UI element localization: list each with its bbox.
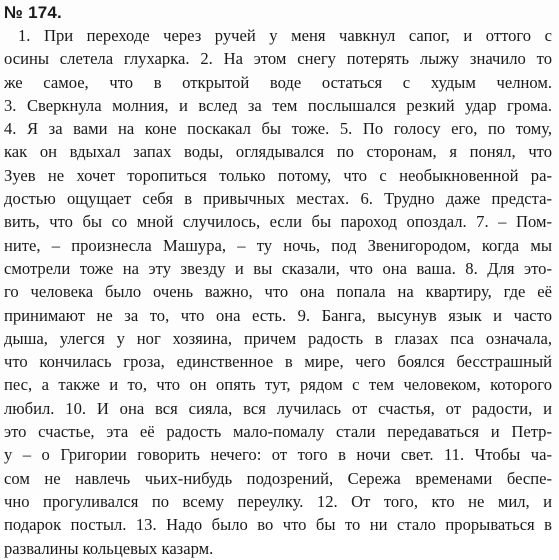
text-line: 1. При переходе через ручей у меня чавкнул сапог, и оттого с — [18, 26, 552, 45]
exercise-text — [4, 24, 552, 560]
text-line: принимают не за то, что она есть. 9. Банга, высунув язык и часто — [4, 305, 552, 325]
text-line: ните, – произнесла Машура, – ту ночь, под Звенигородом, когда мы — [4, 235, 552, 255]
text-line: сом не навлечь чьих-нибудь подозрений, Сережа временами беспе- — [4, 468, 552, 488]
text-line: 4. Я за вами на коне поскакал бы тоже. 5. По голосу его, по тому, — [4, 119, 552, 139]
text-line: дыша, улегся у ног хозяина, причем радость в глазах пса означала, — [4, 328, 552, 348]
text-line: что кончилась гроза, единственное в мире, чего боялся бесстрашный — [4, 352, 552, 372]
text-line: любил. 10. И она вся сияла, вся лучилась от счастья, от радости, и — [4, 398, 552, 418]
text-line: Зуев не хочет торопиться только потому, что с необыкновенной ра- — [4, 165, 552, 185]
text-line: же самое, что в открытой воде остаться с худым челном. — [4, 72, 552, 92]
text-line: подарок постыл. 13. Надо было во что бы то ни стало прорываться в — [4, 515, 552, 535]
exercise-number: № 174. — [4, 3, 62, 22]
text-line: это счастье, эта её радость мало-помалу стали передаваться и Петр- — [4, 422, 552, 442]
text-line: осины слетела глухарка. 2. На этом снегу потерять лыжу значило то — [4, 49, 552, 69]
text-line: как он вдыхал запах воды, оглядывался по сторонам, я понял, что — [4, 142, 552, 162]
text-line: развалины кольцевых казарм. — [4, 538, 214, 558]
text-line: го человека было очень важно, что она попала на квартиру, где её — [4, 282, 552, 302]
text-line: пес, а также и то, что он опять тут, рядом с тем человеком, которого — [4, 375, 552, 395]
text-line: вить, что бы со мной случилось, если бы пароход опоздал. 7. – Пом- — [4, 212, 552, 232]
text-line: чно прогуливался по всему переулку. 12. От того, кто не мил, и — [4, 491, 552, 511]
text-line: у – о Григории говорить нечего: от того в ночи свет. 11. Чтобы ча- — [4, 445, 552, 465]
text-line: достью ощущает себя в привычных местах. 6. Трудно даже предста- — [4, 189, 552, 209]
text-line: смотрели тоже на эту звезду и вы сказали, что она ваша. 8. Для это- — [4, 258, 552, 278]
text-line: 3. Сверкнула молния, и вслед за тем послышался резкий удар грома. — [4, 95, 552, 115]
